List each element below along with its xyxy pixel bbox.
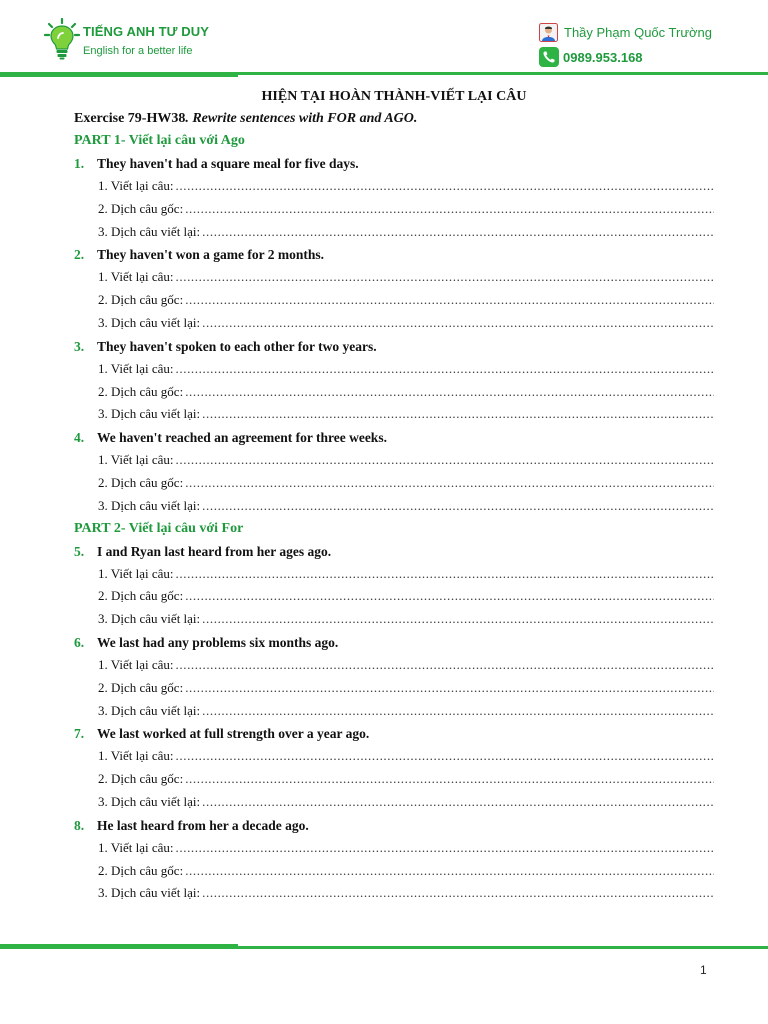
question-number: 2. — [74, 247, 85, 263]
rewrite-answer-line[interactable] — [74, 745, 714, 768]
answer-label: 2. Dịch câu gốc: — [98, 292, 184, 308]
answer-blank[interactable] — [202, 882, 714, 905]
answer-label: 1. Viết lại câu: — [98, 565, 174, 581]
question-text: I and Ryan last heard from her ages ago. — [97, 543, 332, 559]
translate-original-line[interactable] — [74, 860, 714, 883]
answer-label: 3. Dịch câu viết lại: — [98, 702, 201, 718]
question-number: 8. — [74, 817, 85, 833]
answer-label: 1. Viết lại câu: — [98, 656, 174, 672]
answer-blank[interactable] — [202, 791, 714, 814]
exercise-heading — [74, 108, 714, 130]
answer-blank[interactable] — [185, 677, 714, 700]
page-title: HIỆN TẠI HOÀN THÀNH-VIẾT LẠI CÂU — [261, 89, 527, 104]
question-row — [74, 335, 714, 358]
question-number: 3. — [74, 338, 85, 354]
answer-label: 2. Dịch câu gốc: — [98, 679, 184, 695]
translate-rewritten-line[interactable] — [74, 700, 714, 723]
question-text: We haven't reached an agreement for three weeks. — [97, 430, 387, 446]
translate-rewritten-line[interactable] — [74, 495, 714, 518]
answer-label: 3. Dịch câu viết lại: — [98, 223, 201, 239]
answer-label: 3. Dịch câu viết lại: — [98, 406, 201, 422]
translate-rewritten-line[interactable] — [74, 403, 714, 426]
answer-label: 3. Dịch câu viết lại: — [98, 314, 201, 330]
translate-original-line[interactable] — [74, 585, 714, 608]
answer-blank[interactable] — [202, 312, 714, 335]
translate-original-line[interactable] — [74, 198, 714, 221]
translate-original-line[interactable] — [74, 289, 714, 312]
question-number: 5. — [74, 543, 85, 559]
answer-blank[interactable] — [176, 175, 714, 198]
answer-label: 1. Viết lại câu: — [98, 178, 174, 193]
teacher-avatar-icon — [539, 23, 558, 42]
question-row — [74, 722, 714, 745]
question-text: They haven't spoken to each other for two years. — [97, 338, 377, 354]
page-header — [0, 0, 768, 80]
rewrite-answer-line[interactable] — [74, 449, 714, 472]
answer-label: 2. Dịch câu gốc: — [98, 474, 184, 490]
parts-container — [74, 130, 714, 905]
question-text: We last had any problems six months ago. — [97, 634, 339, 650]
brand-slogan: English for a better life — [83, 45, 193, 57]
translate-original-line[interactable] — [74, 677, 714, 700]
question-row — [74, 152, 714, 175]
question-text: He last heard from her a decade ago. — [97, 817, 309, 833]
question-row — [74, 540, 714, 563]
translate-original-line[interactable] — [74, 768, 714, 791]
teacher-contact — [539, 22, 712, 42]
answer-label: 3. Dịch câu viết lại: — [98, 611, 201, 627]
translate-rewritten-line[interactable] — [74, 312, 714, 335]
answer-blank[interactable] — [202, 700, 714, 723]
rewrite-answer-line[interactable] — [74, 563, 714, 586]
page-number: 1 — [700, 963, 707, 977]
answer-label: 2. Dịch câu gốc: — [98, 200, 184, 216]
question-number: 6. — [74, 634, 85, 650]
rewrite-answer-line[interactable] — [74, 266, 714, 289]
question-row — [74, 243, 714, 266]
question-row — [74, 631, 714, 654]
answer-blank[interactable] — [176, 837, 714, 860]
question-number: 7. — [74, 726, 85, 742]
answer-blank[interactable] — [202, 221, 714, 244]
worksheet-content — [74, 86, 714, 905]
answer-label: 3. Dịch câu viết lại: — [98, 793, 201, 809]
answer-label: 1. Viết lại câu: — [98, 269, 174, 285]
translate-original-line[interactable] — [74, 381, 714, 404]
rewrite-answer-line[interactable] — [74, 654, 714, 677]
exercise-code: Exercise 79-HW38 — [74, 111, 186, 126]
phone-icon — [539, 47, 559, 67]
answer-blank[interactable] — [176, 449, 714, 472]
translate-rewritten-line[interactable] — [74, 221, 714, 244]
answer-blank[interactable] — [176, 266, 714, 289]
answer-label: 1. Viết lại câu: — [98, 839, 174, 855]
answer-blank[interactable] — [176, 745, 714, 768]
answer-blank[interactable] — [185, 860, 714, 883]
answer-blank[interactable] — [176, 358, 714, 381]
header-divider-accent — [0, 75, 238, 77]
answer-label: 3. Dịch câu viết lại: — [98, 497, 201, 513]
brand-name: TIẾNG ANH TƯ DUY — [83, 24, 210, 39]
exercise-description: . Rewrite sentences with FOR and AGO. — [185, 111, 418, 126]
answer-label: 3. Dịch câu viết lại: — [98, 885, 201, 901]
answer-label: 1. Viết lại câu: — [98, 360, 174, 376]
question-text: They haven't had a square meal for five days. — [97, 156, 359, 171]
rewrite-answer-line[interactable] — [74, 358, 714, 381]
translate-rewritten-line[interactable] — [74, 882, 714, 905]
translate-original-line[interactable] — [74, 472, 714, 495]
answer-blank[interactable] — [185, 381, 714, 404]
answer-blank[interactable] — [202, 608, 714, 631]
question-text: We last worked at full strength over a year ago. — [97, 726, 370, 742]
answer-label: 1. Viết lại câu: — [98, 748, 174, 764]
question-text: They haven't won a game for 2 months. — [97, 247, 325, 263]
rewrite-answer-line[interactable] — [74, 837, 714, 860]
part-title: PART 2- Viết lại câu với For — [74, 520, 244, 536]
answer-blank[interactable] — [185, 198, 714, 221]
rewrite-answer-line[interactable] — [74, 175, 714, 198]
answer-blank[interactable] — [202, 403, 714, 426]
answer-blank[interactable] — [176, 654, 714, 677]
answer-blank[interactable] — [185, 289, 714, 312]
part-title: PART 1- Viết lại câu với Ago — [74, 133, 245, 148]
question-number: 4. — [74, 430, 85, 446]
translate-rewritten-line[interactable] — [74, 608, 714, 631]
answer-label: 2. Dịch câu gốc: — [98, 862, 184, 878]
question-row — [74, 426, 714, 449]
translate-rewritten-line[interactable] — [74, 791, 714, 814]
question-number: 1. — [74, 156, 85, 171]
lightbulb-icon — [44, 18, 80, 60]
phone-number: 0989.953.168 — [563, 49, 643, 65]
answer-blank[interactable] — [176, 563, 714, 586]
answer-label: 2. Dịch câu gốc: — [98, 771, 184, 787]
teacher-name: Thầy Phạm Quốc Trường — [564, 24, 713, 40]
answer-blank[interactable] — [202, 495, 714, 518]
answer-label: 2. Dịch câu gốc: — [98, 383, 184, 399]
answer-label: 2. Dịch câu gốc: — [98, 588, 184, 604]
answer-blank[interactable] — [185, 585, 714, 608]
footer-divider — [0, 946, 768, 949]
answer-blank[interactable] — [185, 472, 714, 495]
answer-blank[interactable] — [185, 768, 714, 791]
phone-contact — [539, 47, 643, 67]
question-row — [74, 814, 714, 837]
answer-label: 1. Viết lại câu: — [98, 452, 174, 468]
